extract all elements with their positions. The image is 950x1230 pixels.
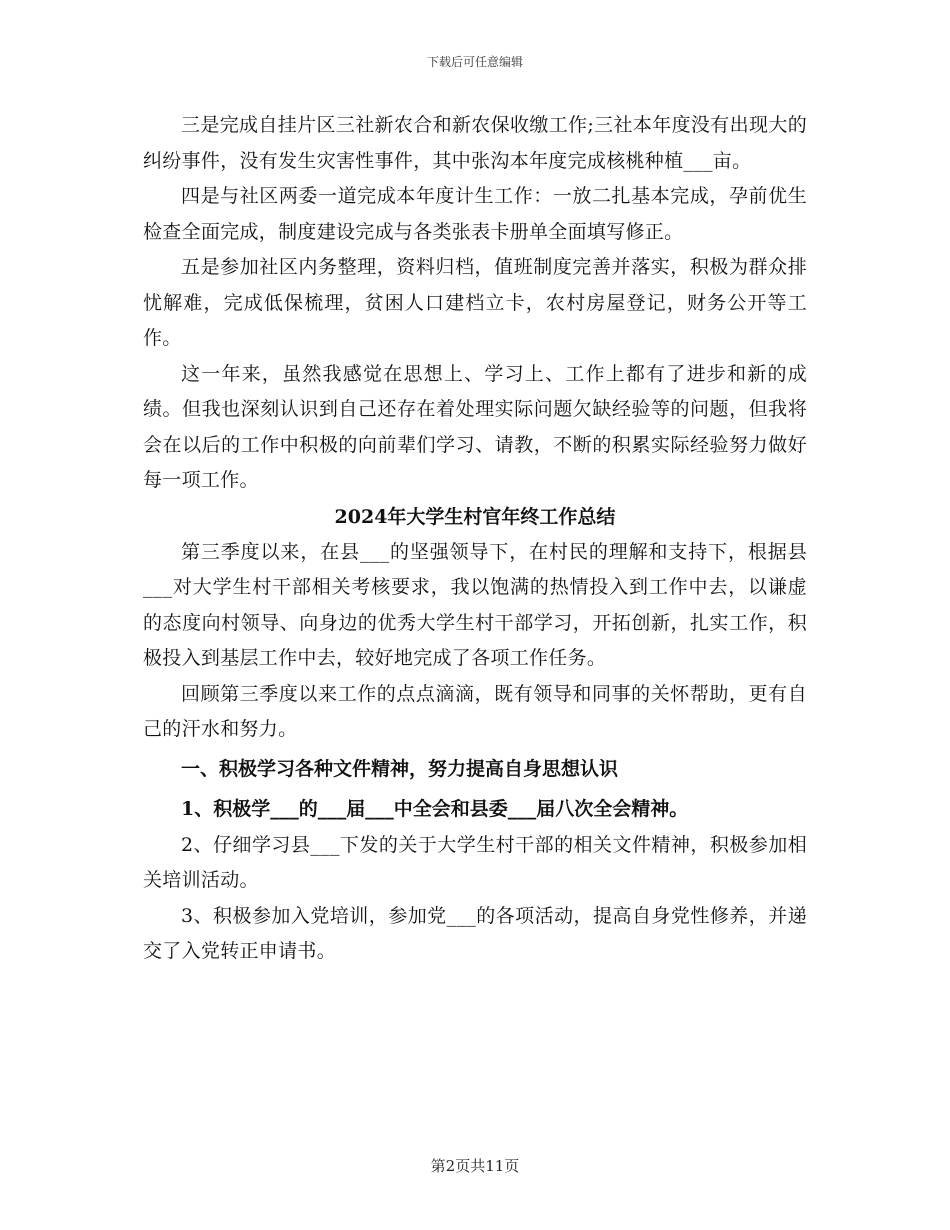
section-title: 2024年大学生村官年终工作总结 <box>334 505 616 528</box>
paragraph: 三是完成自挂片区三社新农合和新农保收缴工作;三社本年度没有出现大的纠纷事件，没有发生灾害性事件，其中张沟本年度完成核桃种植___亩。 <box>143 114 807 172</box>
paragraph: 第三季度以来，在县___的坚强领导下，在村民的理解和支持下，根据县___对大学生村干部相关考核要求，我以饱满的热情投入到工作中去，以谦虚的态度向村领导、向身边的优秀大学生村干部学习，开拓创新，扎实工作，积极投入到基层工作中去，较好地完成了各项工作任务。 <box>143 540 807 669</box>
document-body <box>143 108 807 970</box>
page-header: 下载后可任意编辑 <box>426 55 523 69</box>
paragraph: 回顾第三季度以来工作的点点滴滴，既有领导和同事的关怀帮助，更有自己的汗水和努力。 <box>143 682 807 740</box>
paragraph: 五是参加社区内务整理，资料归档，值班制度完善并落实，积极为群众排忧解难，完成低保梳理，贫困人口建档立卡，农村房屋登记，财务公开等工作。 <box>143 256 807 349</box>
paragraph: 3、积极参加入党培训，参加党___的各项活动，提高自身党性修养，并递交了入党转正申请书。 <box>143 904 807 962</box>
paragraph: 这一年来，虽然我感觉在思想上、学习上、工作上都有了进步和新的成绩。但我也深刻认识到自己还存在着处理实际问题欠缺经验等的问题，但我将会在以后的工作中积极的向前辈们学习、请教，不断的积累实际经验努力做好每一项工作。 <box>143 362 807 491</box>
page-footer: 第2页共11页 <box>430 1157 520 1175</box>
paragraph: 四是与社区两委一道完成本年度计生工作：一放二扎基本完成，孕前优生检查全面完成，制度建设完成与各类张表卡册单全面填写修正。 <box>143 185 807 243</box>
section-heading: 1、积极学___的___届___中全会和县委___届八次全会精神。 <box>181 797 689 820</box>
section-heading: 一、积极学习各种文件精神，努力提高自身思想认识 <box>181 757 619 780</box>
paragraph: 2、仔细学习县___下发的关于大学生村干部的相关文件精神，积极参加相关培训活动。 <box>143 833 807 891</box>
